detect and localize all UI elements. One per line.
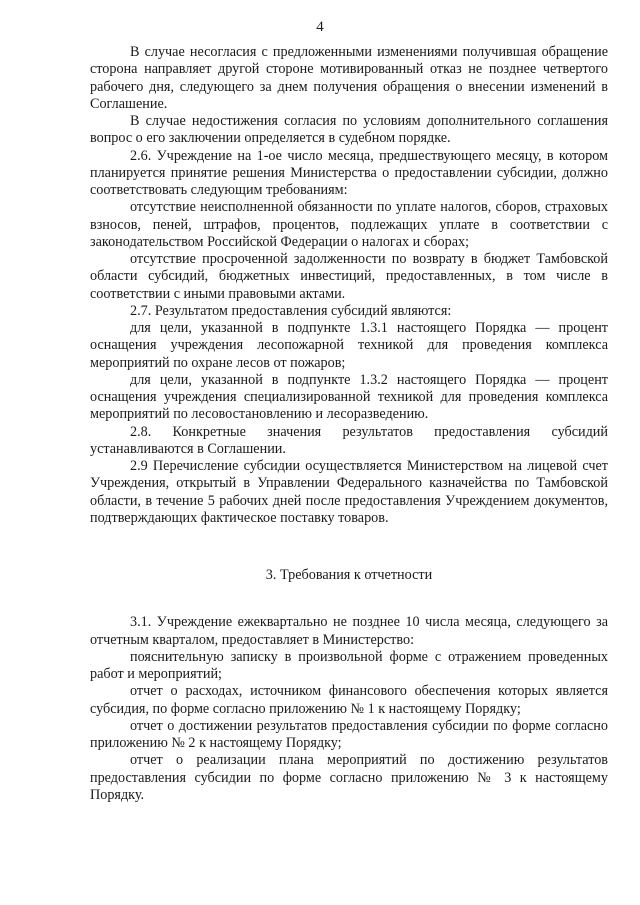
paragraph-3-1-plan-report: отчет о реализации плана мероприятий по достижению результатов предоставления субсидии по форме согласно приложению № 3 к настоящему Порядку. [90,752,608,803]
page-number: 4 [316,19,324,35]
paragraph-2-7: 2.7. Результатом предоставления субсидий являются: [130,302,452,319]
document-body [90,44,608,804]
paragraph-2-7-goal-1: для цели, указанной в подпункте 1.3.1 настоящего Порядка — процент оснащения учреждения лесопожарной техникой для проведения комплекса мероприятий по охране лесов от пожаров; [90,320,608,371]
paragraph-no-agreement: В случае недостижения согласия по условиям дополнительного соглашения вопрос о его заключении определяется в судебном порядке. [90,113,608,147]
paragraph-2-8: 2.8. Конкретные значения результатов предоставления субсидий устанавливаются в Соглашении. [90,423,608,457]
paragraph-3-1-explanatory-note: пояснительную записку в произвольной форме с отражением проведенных работ и мероприятий; [90,648,608,682]
paragraph-2-6-taxes: отсутствие неисполненной обязанности по уплате налогов, сборов, страховых взносов, пеней, штрафов, процентов, подлежащих уплате в соответствии с законодательством Российской Федерации о налогах и сборах; [90,199,608,250]
section-3-heading: 3. Требования к отчетности [265,567,433,583]
paragraph-2-7-goal-2: для цели, указанной в подпункте 1.3.2 настоящего Порядка — процент оснащения учреждения специализированной техникой для проведения комплекса мероприятий по лесовостановлению и лесоразведению. [90,371,608,423]
paragraph-2-9: 2.9 Перечисление субсидии осуществляется Министерством на лицевой счет Учреждения, открытый в Управлении Федерального казначейства по Тамбовской области, в течение 5 рабочих дней после предоставления Учреждением документов, подтверждающих фактическое поставку товаров. [90,458,608,526]
paragraph-3-1: 3.1. Учреждение ежеквартально не позднее 10 числа месяца, следующего за отчетным кварталом, предоставляет в Министерство: [90,614,608,648]
paragraph-2-6-debt: отсутствие просроченной задолженности по возврату в бюджет Тамбовской области субсидий, бюджетных инвестиций, предоставленных, в том числе в соответствии с иными правовыми актами. [90,251,608,302]
paragraph-2-6: 2.6. Учреждение на 1-ое число месяца, предшествующего месяцу, в котором планируется принятие решения Министерства о предоставлении субсидии, должно соответствовать следующим требованиям: [90,147,608,198]
paragraph-3-1-expense-report: отчет о расходах, источником финансового обеспечения которых является субсидия, по форме согласно приложению № 1 к настоящему Порядку; [90,683,608,717]
paragraph-3-1-results-report: отчет о достижении результатов предоставления субсидии по форме согласно приложению № 2 к настоящему Порядку; [90,717,608,751]
paragraph-disagreement: В случае несогласия с предложенными изменениями получившая обращение сторона направляет другой стороне мотивированный отказ не позднее четвертого рабочего дня, следующего за днем получения обращения о внесении изменений в Соглашение. [90,44,608,112]
